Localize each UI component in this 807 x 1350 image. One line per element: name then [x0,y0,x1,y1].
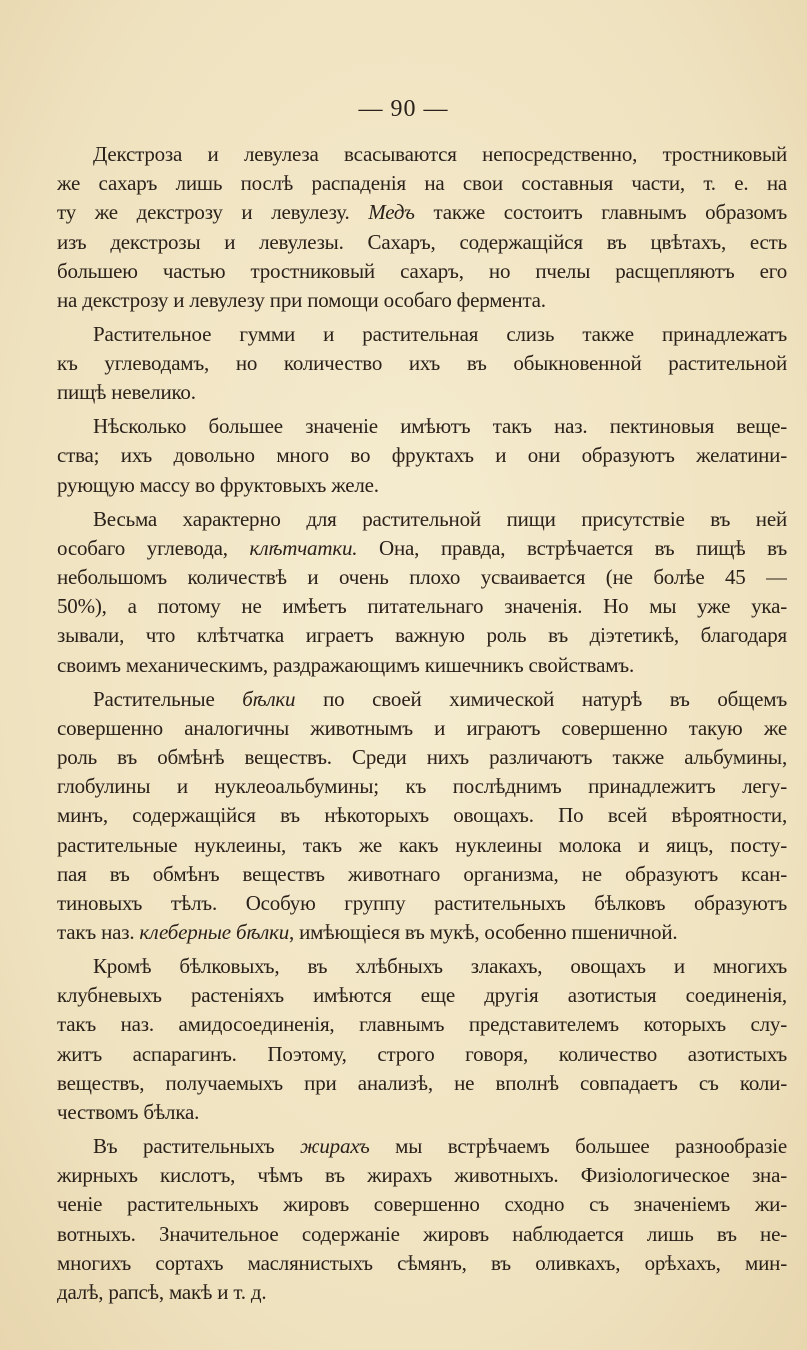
text-line: роль въ обмѣнѣ веществъ. Среди нихъ различаютъ также альбумины, [57,744,787,769]
text-segment: особаго углевода, [57,535,250,560]
text-line: зывали, что клѣтчатка играетъ важную роль въ діэтетикѣ, благодаря [57,623,787,648]
text-segment: такъ наз. [57,920,140,945]
text-line: клубневыхъ растеніяхъ имѣются еще другія азотистыя соединенія, [57,983,787,1008]
text-line: Растительное гумми и растительная слизь также принадлежатъ [93,321,787,346]
emphasized-term: жирахъ [300,1133,370,1158]
text-line: многихъ сортахъ маслянистыхъ сѣмянъ, въ оливкахъ, орѣхахъ, мин- [57,1250,787,1275]
paragraph [57,412,787,500]
page-number: — 90 — [358,96,449,122]
text-line: небольшомъ количествѣ и очень плохо усваивается (не болѣе 45 — [57,565,787,590]
emphasized-term: клеберные бѣлки [139,920,290,945]
text-segment: Въ растительныхъ [93,1133,301,1158]
text-line: житъ аспарагинъ. Поэтому, строго говоря, количество азотистыхъ [57,1041,787,1066]
text-segment: Она, правда, встрѣчается въ пищѣ въ [357,535,787,560]
text-line: изъ декстрозы и левулезы. Сахаръ, содержащійся въ цвѣтахъ, есть [57,229,787,254]
text-line: веществъ, получаемыхъ при анализѣ, не вполнѣ совпадаетъ съ коли- [57,1070,787,1095]
text-segment: также состоитъ главнымъ образомъ [414,200,787,225]
body-text [57,140,787,1307]
text-segment: Растительные [93,686,243,711]
text-line: Кромѣ бѣлковыхъ, въ хлѣбныхъ злакахъ, овощахъ и многихъ [93,954,787,979]
paragraph [57,952,787,1127]
text-line [57,685,787,714]
paragraph [57,1132,787,1307]
text-line: вотныхъ. Значительное содержаніе жировъ наблюдается лишь въ не- [57,1221,787,1246]
text-line: Весьма характерно для растительной пищи присутствіе въ ней [93,506,787,531]
text-line: большею частью тростниковый сахаръ, но пчелы расщепляютъ его [57,258,787,283]
text-segment: мы встрѣчаемъ большее разнообразіе [369,1133,787,1158]
paragraph [57,685,787,948]
text-segment: по своей химической натурѣ въ общемъ [295,686,787,711]
paragraph [57,140,787,315]
text-line: 50%), а потому не имѣетъ питательнаго значенія. Но мы уже ука- [57,594,787,619]
text-line: на декстрозу и левулезу при помощи особаго фермента. [57,287,546,312]
text-line: глобулины и нуклеоальбумины; къ послѣднимъ принадлежитъ легу- [57,774,787,799]
text-line: рующую массу во фруктовыхъ желе. [57,472,379,497]
paragraph [57,505,787,680]
text-segment: ту же декстрозу и левулезу. [57,200,369,225]
text-line [57,1132,787,1161]
text-line: пая въ обмѣнъ веществъ животнаго организма, не образуютъ ксан- [57,861,787,886]
emphasized-term: клѣтчатки. [249,535,358,560]
text-line: совершенно аналогичны животнымъ и играютъ совершенно такую же [57,715,787,740]
text-line: своимъ механическимъ, раздражающимъ кишечникъ свойствамъ. [57,652,635,677]
text-line: же сахаръ лишь послѣ распаденія на свои составныя части, т. е. на [57,171,787,196]
emphasized-term: бѣлки [242,686,296,711]
text-line: ченіе растительныхъ жировъ совершенно сходно съ значеніемъ жи- [57,1192,787,1217]
text-line: Декстроза и левулеза всасываются непосредственно, тростниковый [93,142,787,166]
text-line: чествомъ бѣлка. [57,1099,200,1124]
text-line: Нѣсколько большее значеніе имѣютъ такъ наз. пектиновыя веще- [93,414,787,439]
text-line: такъ наз. амидосоединенія, главнымъ представителемъ которыхъ слу- [57,1012,787,1037]
text-line: минъ, содержащійся въ нѣкоторыхъ овощахъ. По всей вѣроятности, [57,803,787,828]
text-line: тиновыхъ тѣлъ. Особую группу растительныхъ бѣлковъ образуютъ [57,890,787,915]
text-line: жирныхъ кислотъ, чѣмъ въ жирахъ животныхъ. Физіологическое зна- [57,1163,787,1188]
text-line [57,918,787,947]
emphasized-term: Медъ [368,200,415,225]
text-segment: , имѣющіеся въ мукѣ, особенно пшеничной. [289,920,678,945]
text-line: къ углеводамъ, но количество ихъ въ обыкновенной растительной [57,351,787,376]
text-line: пищѣ невелико. [57,380,196,405]
text-line: ства; ихъ довольно много во фруктахъ и они образуютъ желатини- [57,443,787,468]
text-line [57,534,787,563]
text-line: далѣ, рапсѣ, макѣ и т. д. [57,1279,267,1304]
text-line [57,198,787,227]
paragraph [57,320,787,408]
text-line: растительные нуклеины, такъ же какъ нуклеины молока и яицъ, посту- [57,832,787,857]
